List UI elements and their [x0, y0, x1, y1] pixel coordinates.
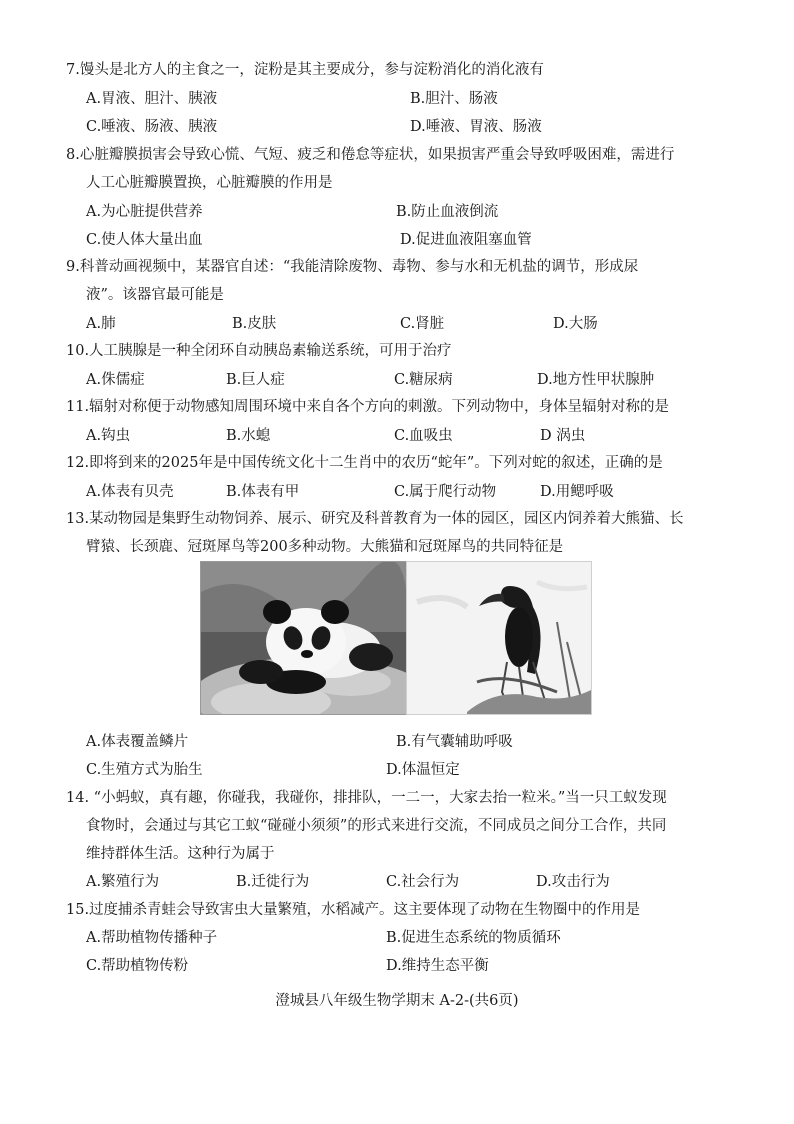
- question-9-stem-line-1: 9.科普动画视频中，某器官自述：“我能清除废物、毒物、参与水和无机盐的调节，形成尿: [66, 259, 639, 275]
- question-13-stem-line-2: 臂猿、长颈鹿、冠斑犀鸟等200多种动物。大熊猫和冠斑犀鸟的共同特征是: [86, 539, 564, 555]
- question-15-stem: 15.过度捕杀青蛙会导致害虫大量繁殖，水稻减产。这主要体现了动物在生物圈中的作用是: [66, 902, 641, 918]
- hornbill-photo: [406, 561, 592, 715]
- question-8-stem-line-1: 8.心脏瓣膜损害会导致心慌、气短、疲乏和倦怠等症状，如果损害严重会导致呼吸困难，需进行: [66, 147, 675, 163]
- question-14-stem-line-3: 维持群体生活。这种行为属于: [86, 846, 275, 862]
- q10-option-a: A.侏儒症: [86, 372, 145, 388]
- q15-option-b: B.促进生态系统的物质循环: [386, 930, 561, 946]
- q11-option-a: A.钩虫: [86, 428, 131, 444]
- q7-option-c: C.唾液、肠液、胰液: [86, 119, 218, 135]
- q10-option-b: B.巨人症: [226, 372, 285, 388]
- q13-option-b: B.有气囊辅助呼吸: [396, 734, 513, 750]
- q8-option-c: C.使人体大量出血: [86, 232, 203, 248]
- question-14-stem-line-1: 14. “小蚂蚁，真有趣，你碰我，我碰你，排排队，一二一，大家去抬一粒米。”当一只工蚁发现: [66, 790, 667, 806]
- q13-option-a: A.体表覆盖鳞片: [86, 734, 189, 750]
- question-9-stem-line-2: 液”。该器官最可能是: [86, 287, 224, 303]
- panda-photo: [200, 561, 408, 715]
- q7-option-d: D.唾液、胃液、肠液: [410, 119, 542, 135]
- q14-option-a: A.繁殖行为: [86, 874, 160, 890]
- question-10-stem: 10.人工胰腺是一种全闭环自动胰岛素输送系统，可用于治疗: [66, 343, 452, 359]
- question-11-stem: 11.辐射对称便于动物感知周围环境中来自各个方向的刺激。下列动物中，身体呈辐射对称的是: [66, 399, 670, 415]
- q12-option-a: A.体表有贝壳: [86, 484, 174, 500]
- q15-option-a: A.帮助植物传播种子: [86, 930, 218, 946]
- q11-option-b: B.水螅: [226, 428, 271, 444]
- q14-option-d: D.攻击行为: [536, 874, 610, 890]
- q13-option-c: C.生殖方式为胎生: [86, 762, 203, 778]
- q13-option-d: D.体温恒定: [386, 762, 460, 778]
- q9-option-a: A.肺: [86, 316, 116, 332]
- q9-option-c: C.肾脏: [400, 316, 445, 332]
- q7-option-b: B.胆汁、肠液: [410, 91, 498, 107]
- q9-option-b: B.皮肤: [232, 316, 277, 332]
- q11-option-d: D 涡虫: [540, 428, 586, 444]
- q12-option-b: B.体表有甲: [226, 484, 300, 500]
- page-footer: 澄城县八年级生物学期末 A-2-(共6页): [275, 993, 519, 1009]
- q8-option-a: A.为心脏提供营养: [86, 204, 203, 220]
- question-14-stem-line-2: 食物时，会通过与其它工蚁“碰碰小须须”的形式来进行交流，不同成员之间分工合作，共同: [86, 818, 667, 834]
- q12-option-d: D.用鳃呼吸: [540, 484, 614, 500]
- question-12-stem: 12.即将到来的2025年是中国传统文化十二生肖中的农历“蛇年”。下列对蛇的叙述，正确的是: [66, 455, 663, 471]
- question-13-stem-line-1: 13.某动物园是集野生动物饲养、展示、研究及科普教育为一体的园区，园区内饲养着大熊猫、长: [66, 511, 684, 527]
- q14-option-b: B.迁徙行为: [236, 874, 310, 890]
- q8-option-d: D.促进血液阻塞血管: [400, 232, 532, 248]
- q10-option-c: C.糖尿病: [394, 372, 453, 388]
- q15-option-d: D.维持生态平衡: [386, 958, 489, 974]
- q12-option-c: C.属于爬行动物: [394, 484, 497, 500]
- q14-option-c: C.社会行为: [386, 874, 460, 890]
- q15-option-c: C.帮助植物传粉: [86, 958, 189, 974]
- question-8-stem-line-2: 人工心脏瓣膜置换，心脏瓣膜的作用是: [86, 175, 333, 191]
- q10-option-d: D.地方性甲状腺肿: [537, 372, 655, 388]
- q8-option-b: B.防止血液倒流: [396, 204, 499, 220]
- q9-option-d: D.大肠: [553, 316, 598, 332]
- question-7-stem: 7.馒头是北方人的主食之一，淀粉是其主要成分，参与淀粉消化的消化液有: [66, 62, 544, 78]
- q7-option-a: A.胃液、胆汁、胰液: [86, 91, 218, 107]
- q11-option-c: C.血吸虫: [394, 428, 453, 444]
